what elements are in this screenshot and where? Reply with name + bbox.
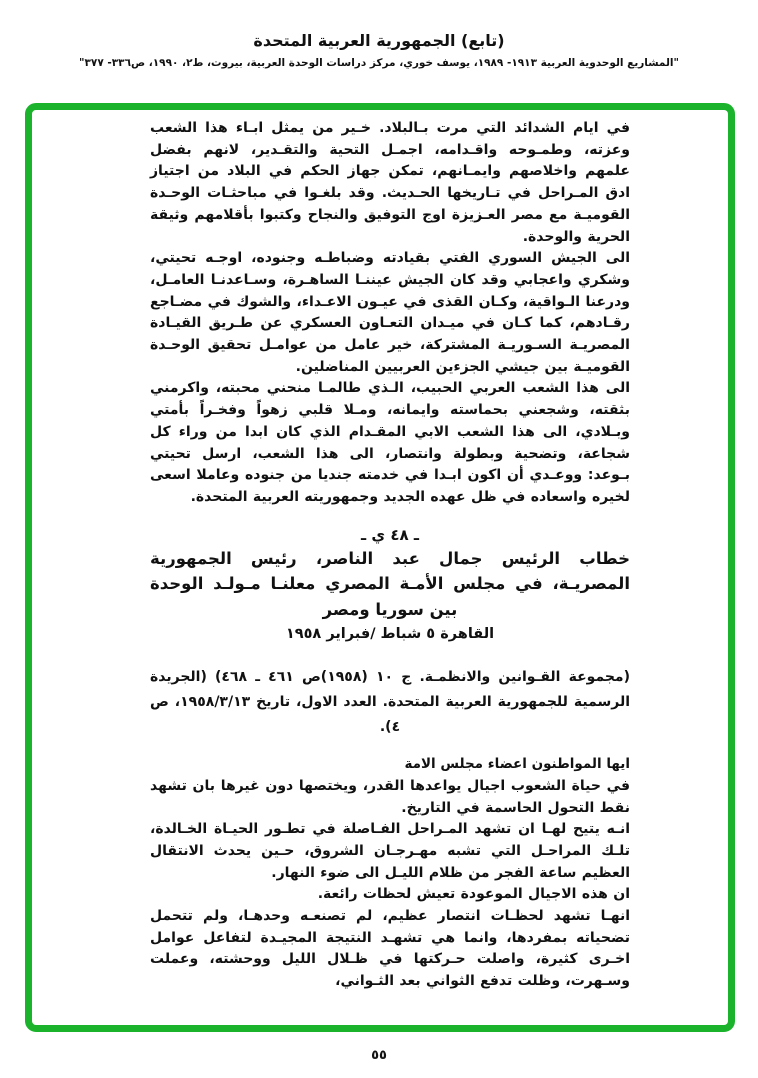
body-paragraph-3: ان هذه الاجيال الموعودة تعيش لحظات رائعة.	[317, 886, 630, 903]
document-entry-number: ـ ٤٨ ي ـ	[361, 525, 419, 544]
document-title: خطاب الرئيس جمال عبد الناصر، رئيس الجمهورية المصريـة، في مجلس الأمـة المصري معلنـا مـولـد الوحدة بين سوريا ومصر	[150, 548, 630, 619]
document-place-date: القاهرة ٥ شباط /فبراير ١٩٥٨	[285, 626, 495, 643]
continuation-title: (تابع) الجمهورية العربية المتحدة	[253, 31, 505, 50]
bibliographic-citation: "المشاريع الوحدوية العربية ١٩١٣- ١٩٨٩، يوسف خوري، مركز دراسات الوحدة العربية، بيروت، ط٢، ١٩٩٠، ص٣٣٦- ٣٧٧"	[79, 57, 679, 69]
intro-paragraph-3: الى هذا الشعب العربي الحبيب، الـذي طالمـا منحني محبته، واكرمني بثقته، وشجعني بحماسته وايمانه، ومـلا قلبي زهواً وفخـراً بأمتي وبـلادي، الى هذا الشعب الابي المقـدام الذي كان ابدا من وراء كل شجاعة، وتضحية وبطولة وانتصار، الى هذا الشعب، ارسل تحيتي بـوعد: ووعـدي أن اكون ابـدا في خدمته جنديا من جنوده وعاملا اسعى لخيره واسعاده في ظل عهده الجديد وجمهوريته العربية المتحدة.	[150, 380, 630, 505]
body-paragraph-4: انهـا تشهد لحظـات انتصار عظيم، لم تصنعـه وحدهـا، ولم تتحمل تضحياته بمفردها، وانما هي تشهـد النتيجة المجيـدة لتفاعل عوامل اخـرى كثيرة، واصلت حـركتها في ظـلال الليل ووحشته، وعملت وسـهرت، وظلت تدفع الثواني بعد الثـواني،	[150, 908, 630, 990]
salutation-line: ايها المواطنون اعضاء مجلس الامة	[404, 756, 630, 773]
body-paragraph-2: انـه يتيح لهـا ان تشهد المـراحل الفـاصلة في تطـور الحيـاة الخـالدة، تلـك المراحـل التي تشبه مهـرجـان الشروق، حـين يحدث الانتقال العظيم ساعة الفجر من ظلام الليـل الى ضوء النهار.	[150, 821, 630, 881]
body-paragraph-1: في حياة الشعوب اجيال يواعدها القدر، ويختصها دون غيرها بان تشهد نقط التحول الحاسمة في التاريخ.	[150, 777, 630, 816]
page-header	[0, 0, 758, 70]
intro-paragraph-1: في ايام الشدائد التي مرت بـالبلاد. خـير من يمثل ابـاء هذا الشعب وعزته، وطمـوحه واقـدامه، اجمـل التحية والتقـدير، لانهم بفضل علمهم واخلاصهم وايمـانهم، تمكن جهاز الحكم في البلاد من اجتياز ادق المـراحل في تـاريخها الحـديث. وقد بلغـوا في مباحثـات الوحـدة القوميـة مع مصر العـزيزة اوج التوفيق والنجاح وكتبوا بأقلامهم وثيقة الحرية والوحدة.	[150, 120, 630, 245]
text-column	[32, 110, 728, 1025]
document-source-note: (مجموعة القـوانين والانظمـة. ج ١٠ (١٩٥٨)ص ٤٦١ ـ ٤٦٨) (الجريدة الرسمية للجمهورية العربية المتحدة. العدد الاول، تاريخ ١٩٥٨/٣/١٣، ص ٤).	[150, 669, 630, 736]
page-number: ٥٥	[371, 1048, 387, 1063]
intro-paragraph-2: الى الجيش السوري الفتي بقيادته وضباطـه وجنوده، اوجـه تحيتي، وشكري واعجابي وقد كان الجيش عيننـا الساهـرة، وسـاعدنـا العامـل، ودرعنا الـواقية، وكـان القذى في عيـون الاعـداء، والشوك في مضـاجع رقـادهم، كما كـان في ميـدان التعـاون العسكري عن طـريق القيـادة المصريـة السـوريـة المشتركة، خير عامل من عوامـل تحقيق الوحـدة القوميـة بين جيشي الجزءين العربيين المناضلين.	[150, 250, 630, 375]
content-frame	[25, 103, 735, 1032]
